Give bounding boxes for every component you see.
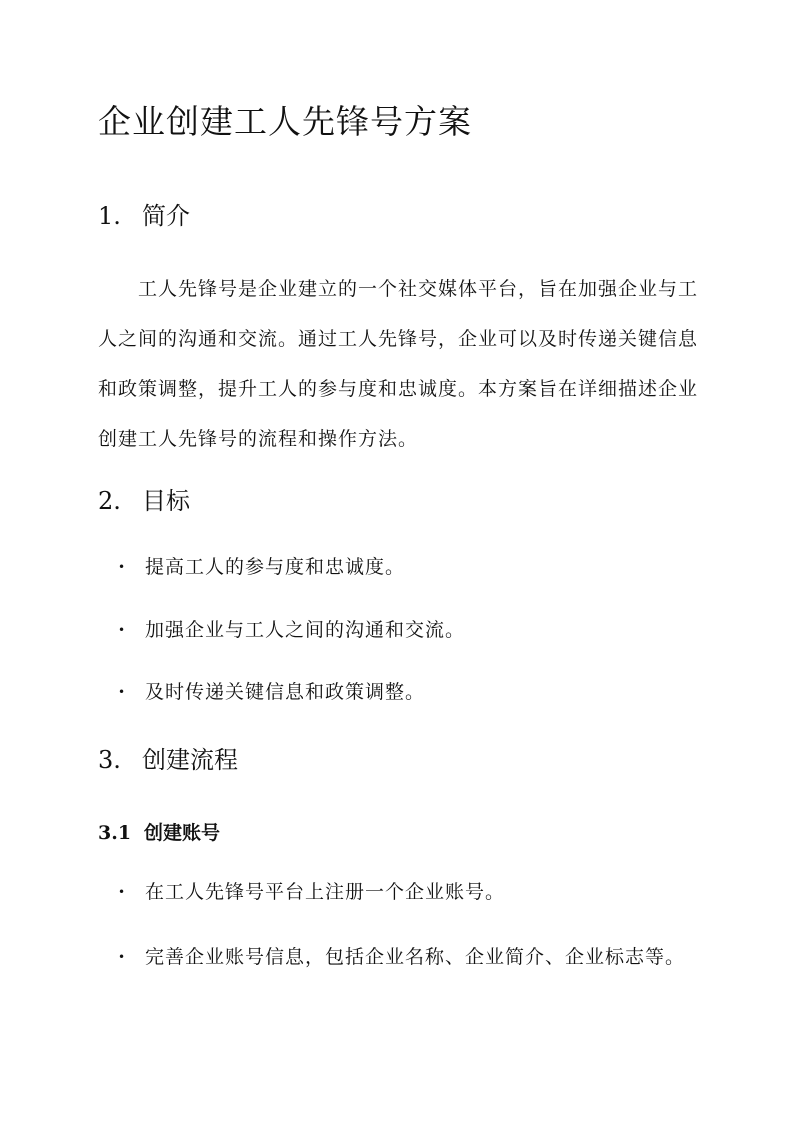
bullet-icon: • [118, 885, 127, 899]
list-item-text: 提高工人的参与度和忠诚度。 [145, 556, 406, 578]
bullet-icon: • [118, 685, 127, 699]
list-item [118, 867, 698, 917]
section-title: 创建流程 [142, 746, 238, 774]
list-item [118, 542, 698, 592]
subsection-title: 创建账号 [144, 822, 221, 844]
bullet-icon: • [118, 623, 127, 637]
list-item-text: 在工人先锋号平台上注册一个企业账号。 [145, 881, 506, 903]
subsection-heading-create-account [98, 818, 220, 845]
list-item [118, 932, 698, 982]
intro-paragraph [98, 264, 710, 464]
list-item [118, 605, 698, 655]
section-heading-goals [98, 481, 190, 516]
section-number: 2. [98, 487, 121, 515]
subsection-number: 3.1 [98, 822, 132, 844]
list-item [118, 667, 698, 717]
list-item-text: 及时传递关键信息和政策调整。 [145, 681, 426, 703]
document-title: 企业创建工人先锋号方案 [98, 102, 472, 141]
paragraph-text: 工人先锋号是企业建立的一个社交媒体平台，旨在加强企业与工人之间的沟通和交流。通过工人先锋号，企业可以及时传递关键信息和政策调整，提升工人的参与度和忠诚度。本方案旨在详细描述企业创建工人先锋号的流程和操作方法。 [98, 278, 699, 450]
list-item-text: 加强企业与工人之间的沟通和交流。 [145, 619, 466, 641]
section-heading-intro [98, 196, 190, 231]
section-heading-process [98, 740, 238, 775]
bullet-icon: • [118, 560, 127, 574]
bullet-icon: • [118, 950, 127, 964]
section-number: 3. [98, 746, 121, 774]
list-item-text: 完善企业账号信息，包括企业名称、企业简介、企业标志等。 [145, 946, 686, 968]
section-title: 简介 [142, 202, 190, 230]
section-title: 目标 [142, 487, 190, 515]
section-number: 1. [98, 202, 121, 230]
